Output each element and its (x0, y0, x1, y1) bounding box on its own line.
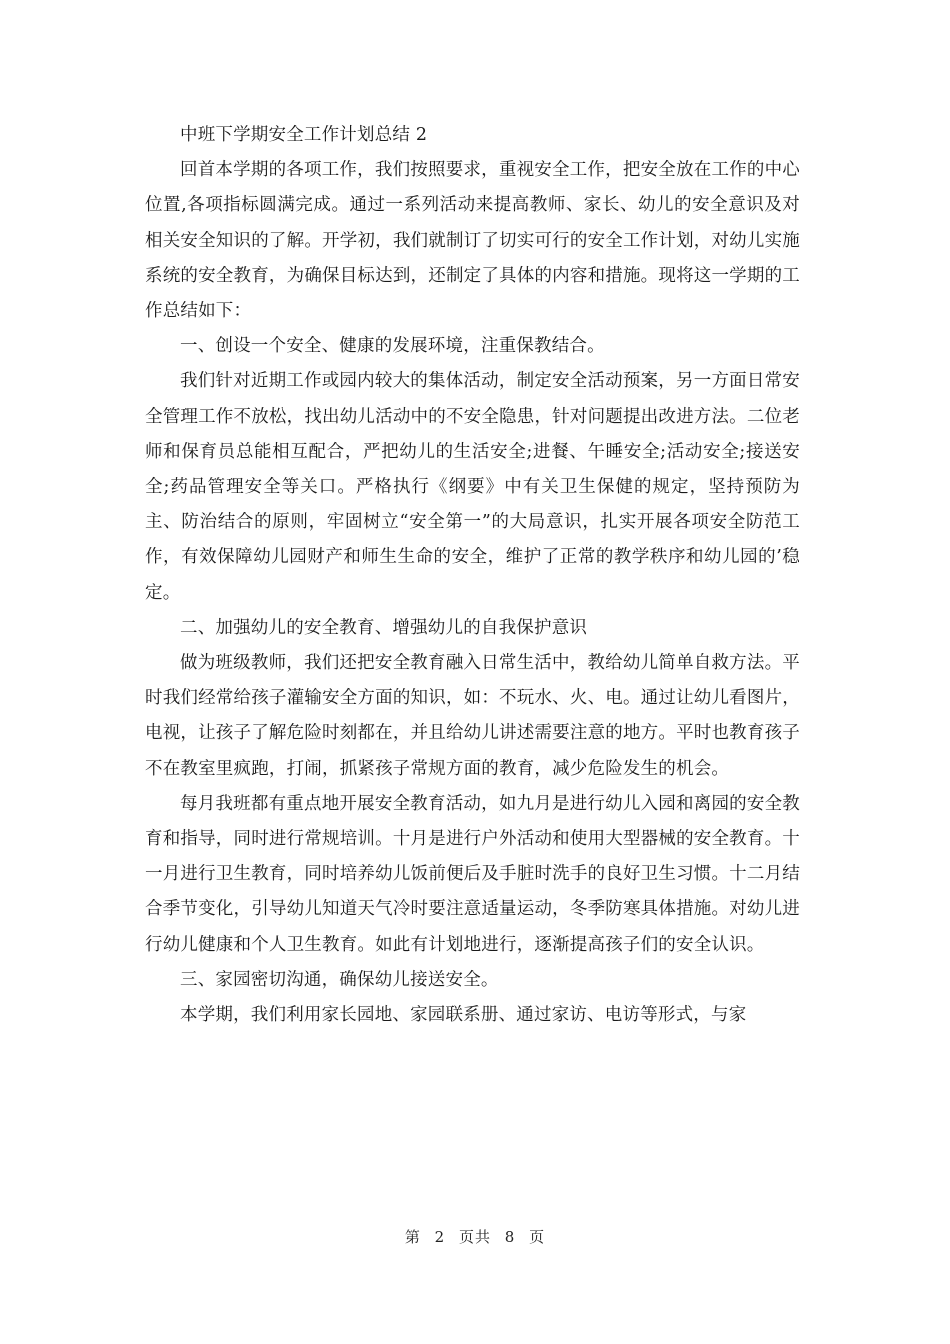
paragraph-section-3: 本学期，我们利用家长园地、家园联系册、通过家访、电访等形式，与家 (180, 1005, 747, 1026)
paragraph-section-1: 我们针对近期工作或园内较大的集体活动，制定安全活动预案，另一方面日常安全管理工作不放松，找出幼儿活动中的不安全隐患，针对问题提出改进方法。二位老师和保育员总能相互配合，严把幼儿的生活安全;进餐、午睡安全;活动安全;接送安全;药品管理安全等关口。严格执行《纲要》中有关卫生保健的规定，坚持预防为主、防治结合的原则，牢固树立“安全第一”的大局意识，扎实开展各项安全防范工作，有效保障幼儿园财产和师生生命的安全，维护了正常的教学秩序和幼儿园的’稳定。 (145, 371, 800, 603)
section-heading-2: 二、加强幼儿的安全教育、增强幼儿的自我保护意识 (180, 617, 588, 638)
paragraph-section-2a: 做为班级教师，我们还把安全教育融入日常生活中，教给幼儿简单自救方法。平时我们经常给孩子灌输安全方面的知识，如：不玩水、火、电。通过让幼儿看图片，电视，让孩子了解危险时刻都在，并且给幼儿讲述需要注意的地方。平时也教育孩子不在教室里疯跑，打闹，抓紧孩子常规方面的教育，减少危险发生的机会。 (145, 653, 800, 779)
section-heading-3: 三、家园密切沟通，确保幼儿接送安全。 (180, 969, 499, 990)
page-number-footer: 第 2 页共 8 页 (404, 1228, 546, 1246)
paragraph-intro: 回首本学期的各项工作，我们按照要求，重视安全工作，把安全放在工作的中心位置,各项指标圆满完成。通过一系列活动来提高教师、家长、幼儿的安全意识及对相关安全知识的了解。开学初，我们就制订了切实可行的安全工作计划，对幼儿实施系统的安全教育，为确保目标达到，还制定了具体的内容和措施。现将这一学期的工作总结如下： (145, 160, 800, 322)
paragraph-section-2b: 每月我班都有重点地开展安全教育活动，如九月是进行幼儿入园和离园的安全教育和指导，同时进行常规培训。十月是进行户外活动和使用大型器械的安全教育。十一月进行卫生教育，同时培养幼儿饭前便后及手脏时洗手的良好卫生习惯。十二月结合季节变化，引导幼儿知道天气冷时要注意适量运动，冬季防寒具体措施。对幼儿进行幼儿健康和个人卫生教育。如此有计划地进行，逐渐提高孩子们的安全认识。 (145, 793, 800, 955)
document-body (145, 118, 800, 1033)
document-title: 中班下学期安全工作计划总结 2 (180, 125, 428, 145)
section-heading-1: 一、创设一个安全、健康的发展环境，注重保教结合。 (180, 336, 605, 357)
